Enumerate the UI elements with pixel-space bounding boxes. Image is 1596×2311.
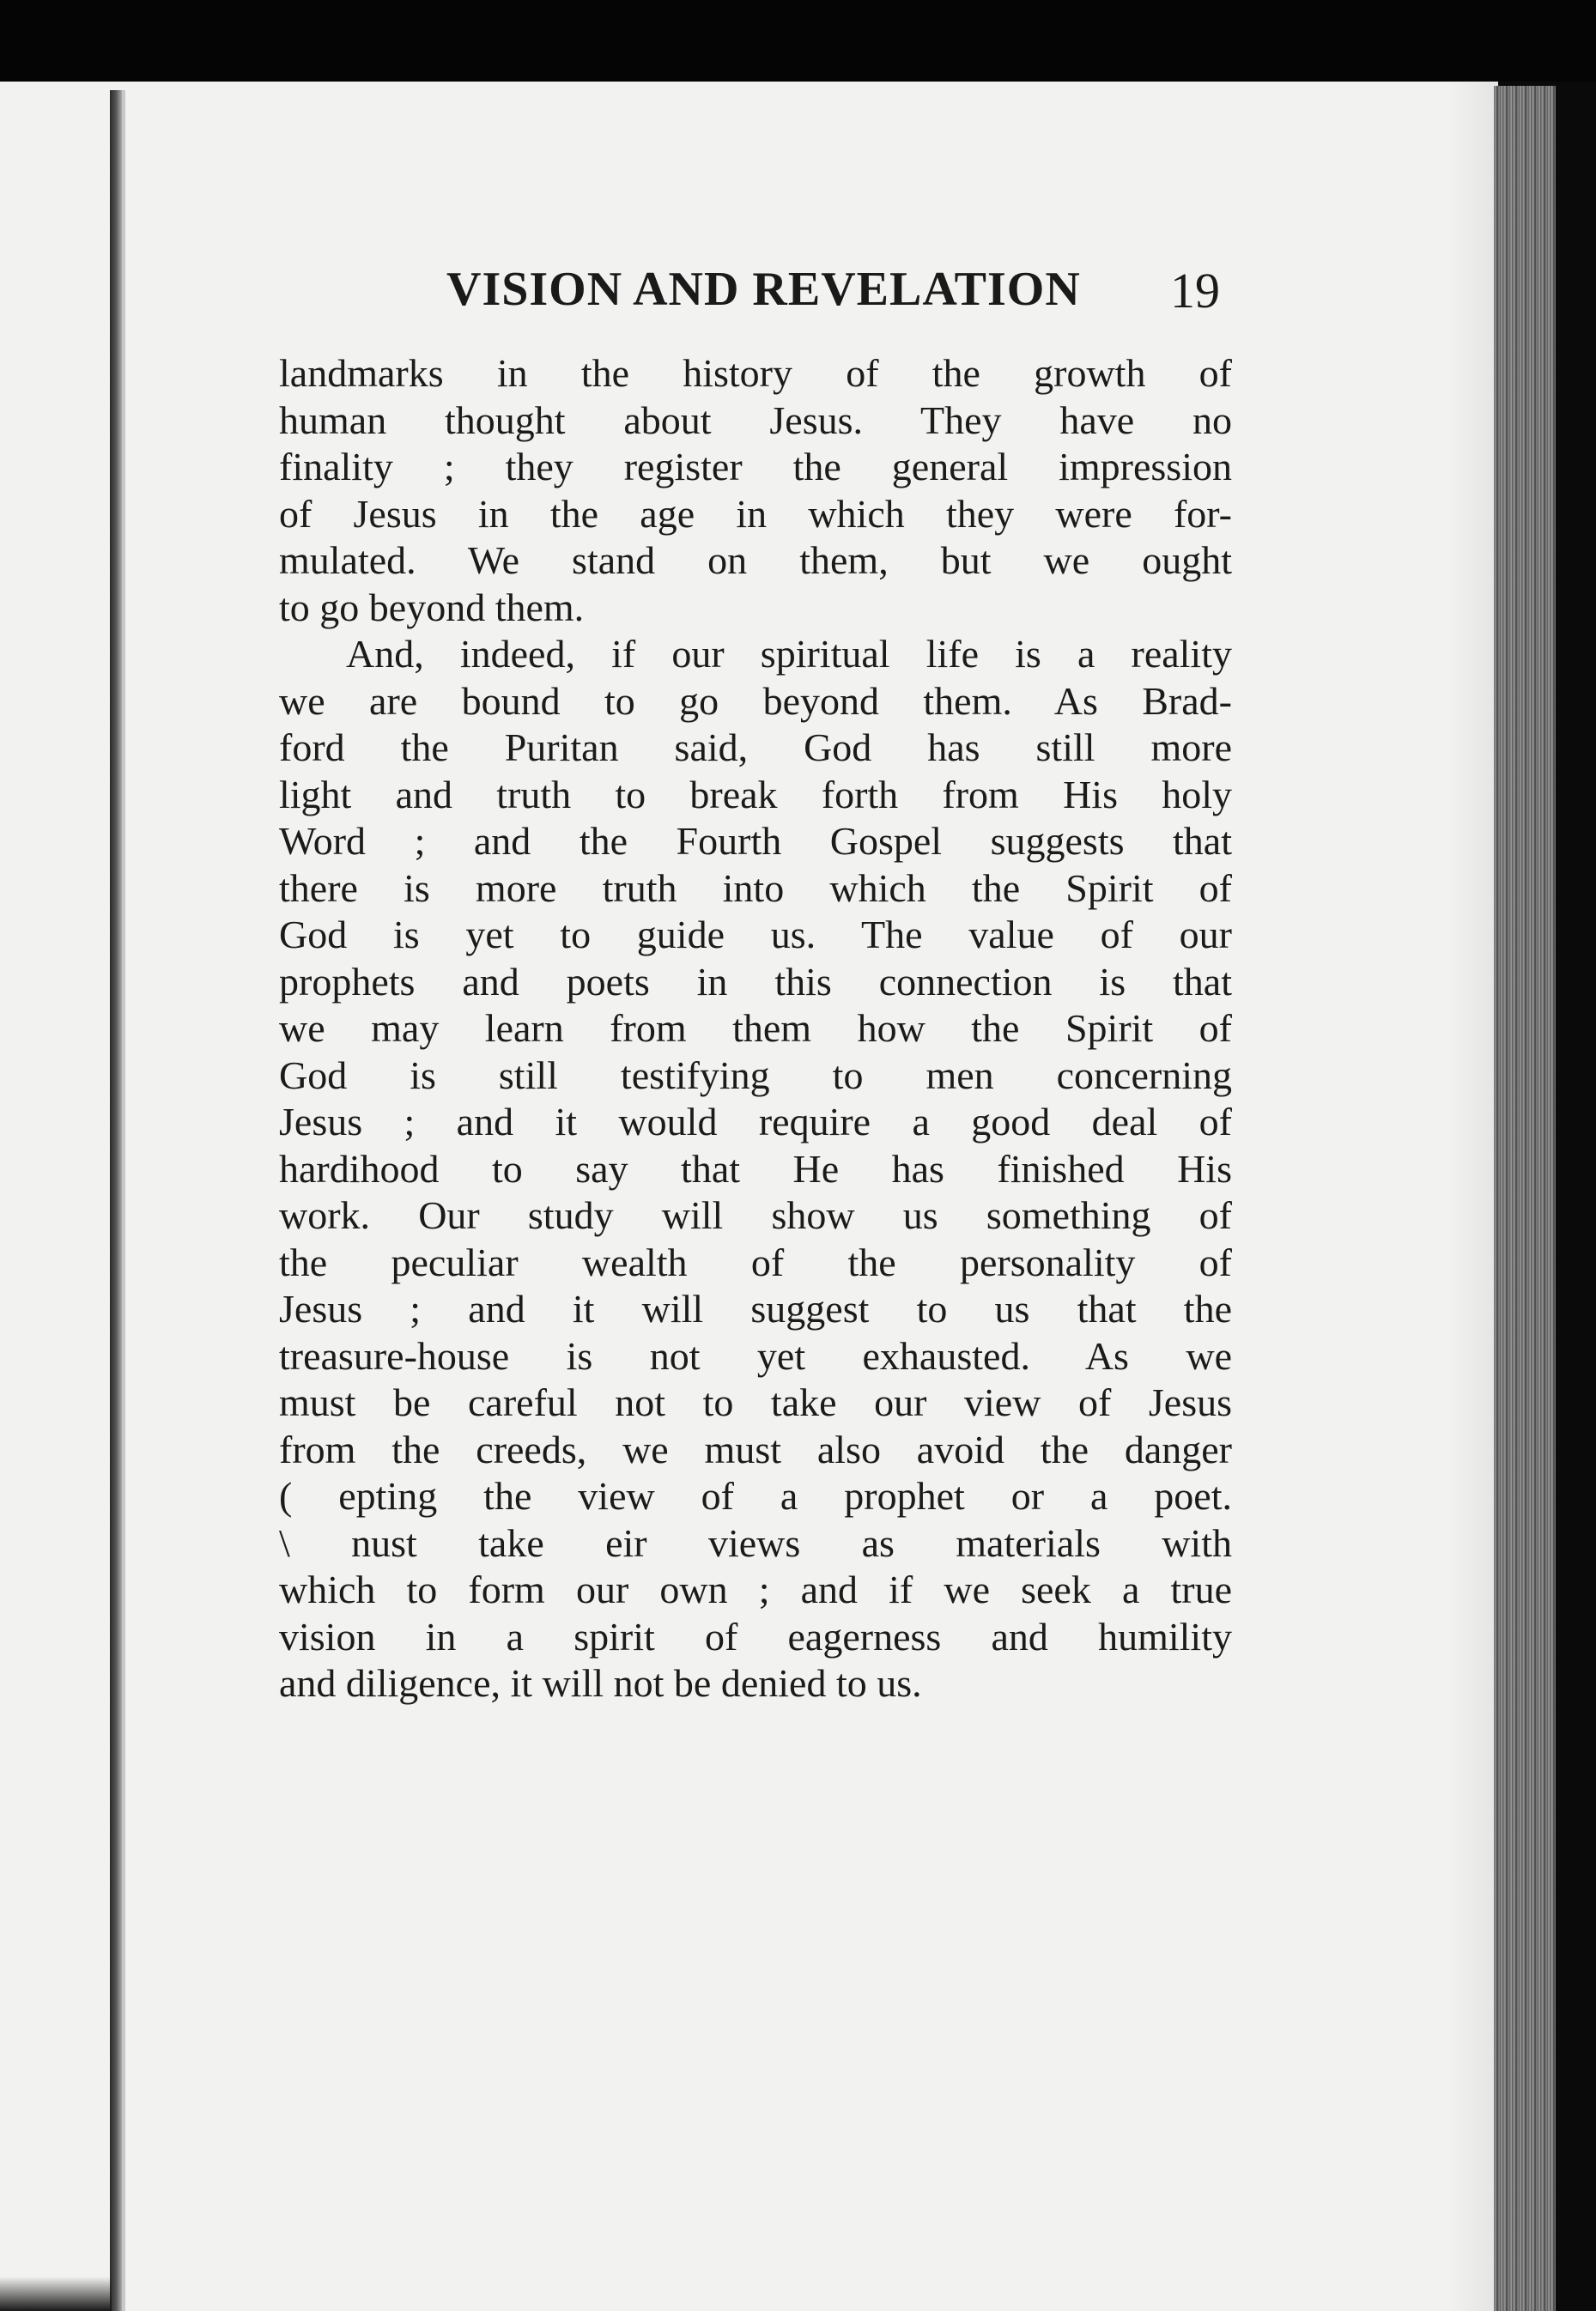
text-line: treasure-house is not yet exhausted. As we	[279, 1333, 1232, 1378]
text-line: from the creeds, we must also avoid the danger	[279, 1427, 1232, 1471]
page-number: 19	[1170, 263, 1220, 318]
text-line: God is still testifying to men concerning	[279, 1052, 1232, 1097]
text-line: we may learn from them how the Spirit of	[279, 1006, 1232, 1050]
text-line: Word ; and the Fourth Gospel suggests that	[279, 819, 1232, 863]
text-line: light and truth to break forth from His holy	[279, 772, 1232, 816]
text-line: vision in a spirit of eagerness and humility	[279, 1614, 1232, 1659]
text-line: to go beyond them.	[279, 585, 585, 629]
text-line: \ nust take eir views as materials with	[279, 1520, 1232, 1565]
text-line: and diligence, it will not be denied to us.	[279, 1661, 922, 1705]
text-line: of Jesus in the age in which they were for-	[279, 491, 1232, 536]
text-line: must be careful not to take our view of Jesus	[279, 1380, 1232, 1424]
text-line: we are bound to go beyond them. As Brad-	[279, 678, 1232, 723]
text-line: human thought about Jesus. They have no	[279, 397, 1232, 442]
text-line: work. Our study will show us something of	[279, 1193, 1232, 1237]
text-line: Jesus ; and it would require a good deal of	[279, 1100, 1232, 1143]
text-line: mulated. We stand on them, but we ought	[279, 538, 1232, 582]
binding-gutter-highlight	[122, 90, 125, 2311]
text-line: finality ; they register the general impression	[279, 445, 1232, 488]
text-line: there is more truth into which the Spirit of	[279, 865, 1232, 910]
page-shadow	[1447, 82, 1498, 2311]
binding-gutter	[110, 90, 122, 2311]
text-line: ( epting the view of a prophet or a poet.	[279, 1474, 1232, 1518]
text-line: God is yet to guide us. The value of our	[279, 913, 1232, 956]
text-line: And, indeed, if our spiritual life is a reality	[346, 632, 1232, 676]
text-line: the peculiar wealth of the personality of	[279, 1240, 1232, 1284]
scan-right-border	[1556, 82, 1596, 2311]
scan-bottom-shadow	[0, 2277, 112, 2311]
text-line: prophets and poets in this connection is that	[279, 959, 1232, 1004]
text-line: landmarks in the history of the growth of	[279, 351, 1232, 395]
running-head-title: VISION AND REVELATION	[446, 263, 1081, 316]
text-line: hardihood to say that He has finished His	[279, 1146, 1232, 1191]
text-line: ford the Puritan said, God has still more	[279, 725, 1232, 769]
scan-top-border	[0, 0, 1596, 82]
text-line: which to form our own ; and if we seek a true	[279, 1568, 1232, 1611]
body-text	[279, 350, 1232, 1707]
text-line: Jesus ; and it will suggest to us that the	[279, 1287, 1232, 1331]
book-page-edges	[1494, 86, 1556, 2311]
